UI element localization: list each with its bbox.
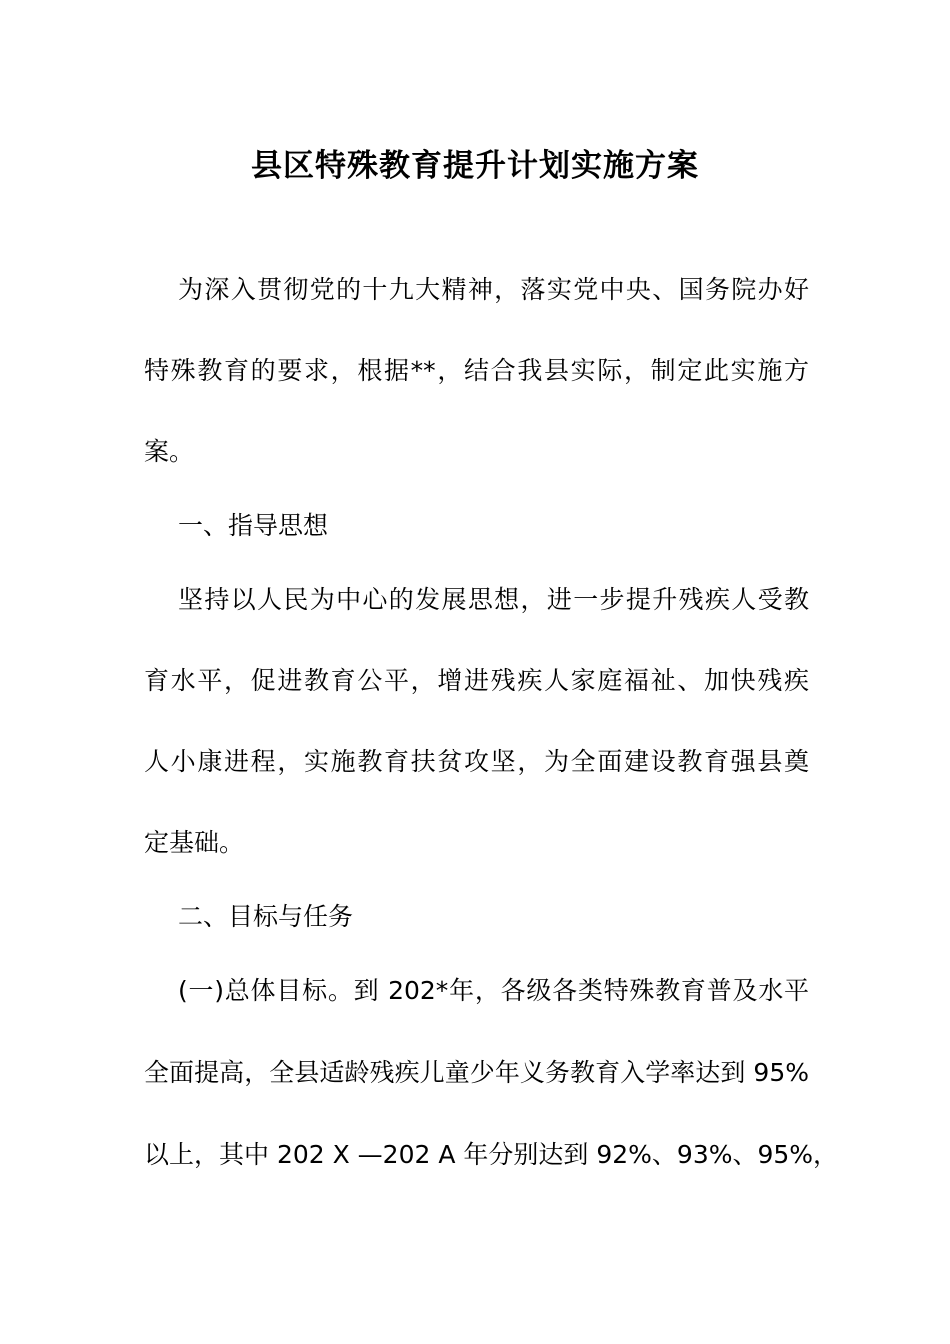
section1-line-4: 定基础。: [144, 828, 245, 857]
intro-line-2: 特殊教育的要求，根据**，结合我县实际，制定此实施方: [144, 356, 809, 385]
section-heading-guiding-thought: 一、指导思想: [178, 511, 329, 540]
intro-line-1: 为深入贯彻党的十九大精神，落实党中央、国务院办好: [178, 275, 809, 304]
section-heading-goals-tasks: 二、目标与任务: [178, 902, 354, 931]
section1-line-1: 坚持以人民为中心的发展思想，进一步提升残疾人受教: [178, 585, 809, 614]
section2-line-2: 全面提高，全县适龄残疾儿童少年义务教育入学率达到 95%: [144, 1058, 809, 1087]
intro-line-3: 案。: [144, 437, 195, 466]
section1-line-3: 人小康进程，实施教育扶贫攻坚，为全面建设教育强县奠: [144, 747, 809, 776]
section2-line-3: 以上，其中 202 X —202 A 年分别达到 92%、93%、95%，: [144, 1140, 839, 1169]
section2-line-1: (一)总体目标。到 202*年，各级各类特殊教育普及水平: [178, 976, 809, 1005]
section1-line-2: 育水平，促进教育公平，增进残疾人家庭福祉、加快残疾: [144, 666, 809, 695]
document-title: 县区特殊教育提升计划实施方案: [251, 148, 699, 184]
